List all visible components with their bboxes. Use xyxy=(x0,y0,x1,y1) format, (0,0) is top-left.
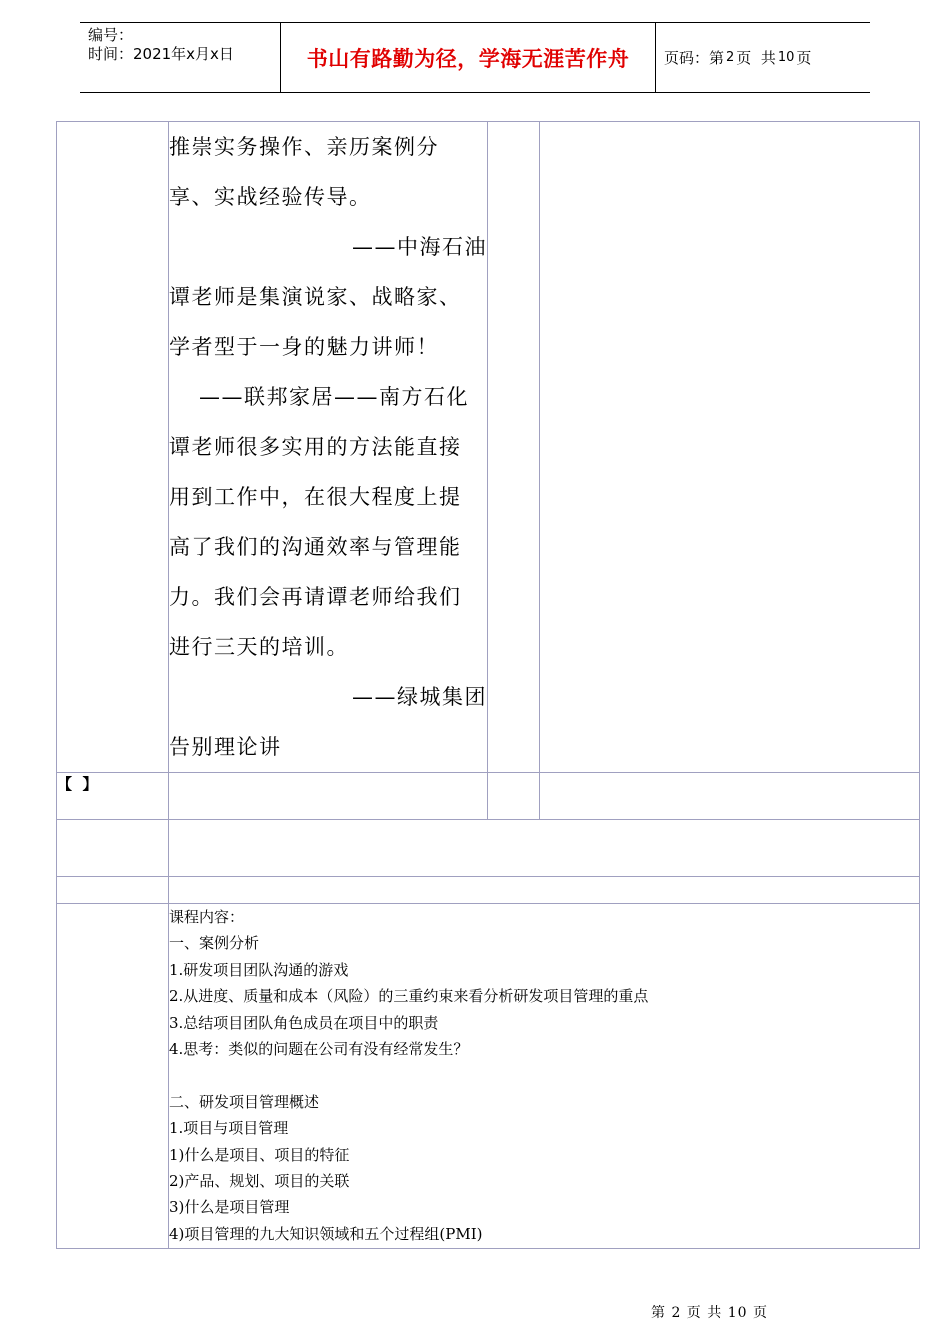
page-total: 10 xyxy=(777,50,795,65)
empty-cell xyxy=(488,122,540,773)
page-suffix: 页 xyxy=(796,49,812,67)
empty-cell xyxy=(488,773,540,820)
course-content-line: 一、案例分析 xyxy=(169,934,260,953)
empty-cell xyxy=(540,773,920,820)
course-content-line: 2)产品、规划、项目的关联 xyxy=(169,1171,350,1190)
header-page-info xyxy=(656,23,870,92)
testimonial-line: 进行三天的培训。 xyxy=(169,635,349,659)
testimonial-line: ——绿城集团 xyxy=(352,685,487,709)
document-number-label: 编号： xyxy=(88,26,134,44)
empty-cell xyxy=(540,122,920,773)
course-content-line xyxy=(169,1062,919,1088)
page-prefix: 页码：第 xyxy=(664,49,725,67)
testimonial-line: ——中海石油 xyxy=(352,235,487,259)
course-content-line: 课程内容： xyxy=(169,908,245,926)
page-mid: 页 共 xyxy=(736,49,776,67)
course-content-cell xyxy=(169,904,920,1249)
header-motto: 书山有路勤为径，学海无涯苦作舟 xyxy=(281,23,656,92)
empty-cell xyxy=(57,904,169,1249)
course-content-line: 2.从进度、质量和成本（风险）的三重约束来看分析研发项目管理的重点 xyxy=(169,987,649,1006)
testimonial-line: 谭老师是集演说家、战略家、 xyxy=(169,285,462,309)
empty-cell xyxy=(169,877,920,904)
testimonial-line: 用到工作中，在很大程度上提 xyxy=(169,485,462,509)
course-content-line: 3.总结项目团队角色成员在项目中的职责 xyxy=(169,1013,439,1032)
bracket-label: 【 】 xyxy=(57,773,169,820)
empty-cell xyxy=(169,820,920,877)
testimonial-line: 学者型于一身的魅力讲师！ xyxy=(169,335,439,359)
page-header xyxy=(80,22,870,93)
empty-cell xyxy=(57,820,169,877)
empty-cell xyxy=(169,773,488,820)
blank-row xyxy=(57,877,920,904)
course-content-row xyxy=(57,904,920,1249)
course-content-line: 1)什么是项目、项目的特征 xyxy=(169,1145,350,1164)
page-current: 2 xyxy=(726,50,735,65)
course-content-line: 1.项目与项目管理 xyxy=(169,1119,289,1138)
testimonial-line: 力。我们会再请谭老师给我们 xyxy=(169,585,462,609)
testimonial-line: 告别理论讲 xyxy=(169,735,282,759)
course-content-line: 1.研发项目团队沟通的游戏 xyxy=(169,960,349,979)
label-cell xyxy=(57,122,169,773)
testimonial-line: ——联邦家居——南方石化 xyxy=(199,385,469,409)
blank-row xyxy=(57,820,920,877)
course-content-line: 4.思考：类似的问题在公司有没有经常发生？ xyxy=(169,1039,469,1058)
testimonial-line: 享、实战经验传导。 xyxy=(169,185,372,209)
bracket-row xyxy=(57,773,920,820)
course-content-line: 3)什么是项目管理 xyxy=(169,1198,290,1217)
course-content-line: 4)项目管理的九大知识领域和五个过程组(PMI) xyxy=(169,1224,483,1243)
testimonial-row xyxy=(57,122,920,773)
course-content-line: 二、研发项目管理概述 xyxy=(169,1092,320,1111)
course-table xyxy=(56,121,920,1249)
page-footer: 第 2 页 共 10 页 xyxy=(651,1305,768,1321)
testimonial-cell xyxy=(169,122,488,773)
testimonial-line: 高了我们的沟通效率与管理能 xyxy=(169,535,462,559)
testimonial-line: 谭老师很多实用的方法能直接 xyxy=(169,435,462,459)
header-meta xyxy=(80,23,281,92)
testimonial-line: 推崇实务操作、亲历案例分 xyxy=(169,135,439,159)
document-time-label: 时间：2021年x月x日 xyxy=(88,45,234,63)
empty-cell xyxy=(57,877,169,904)
